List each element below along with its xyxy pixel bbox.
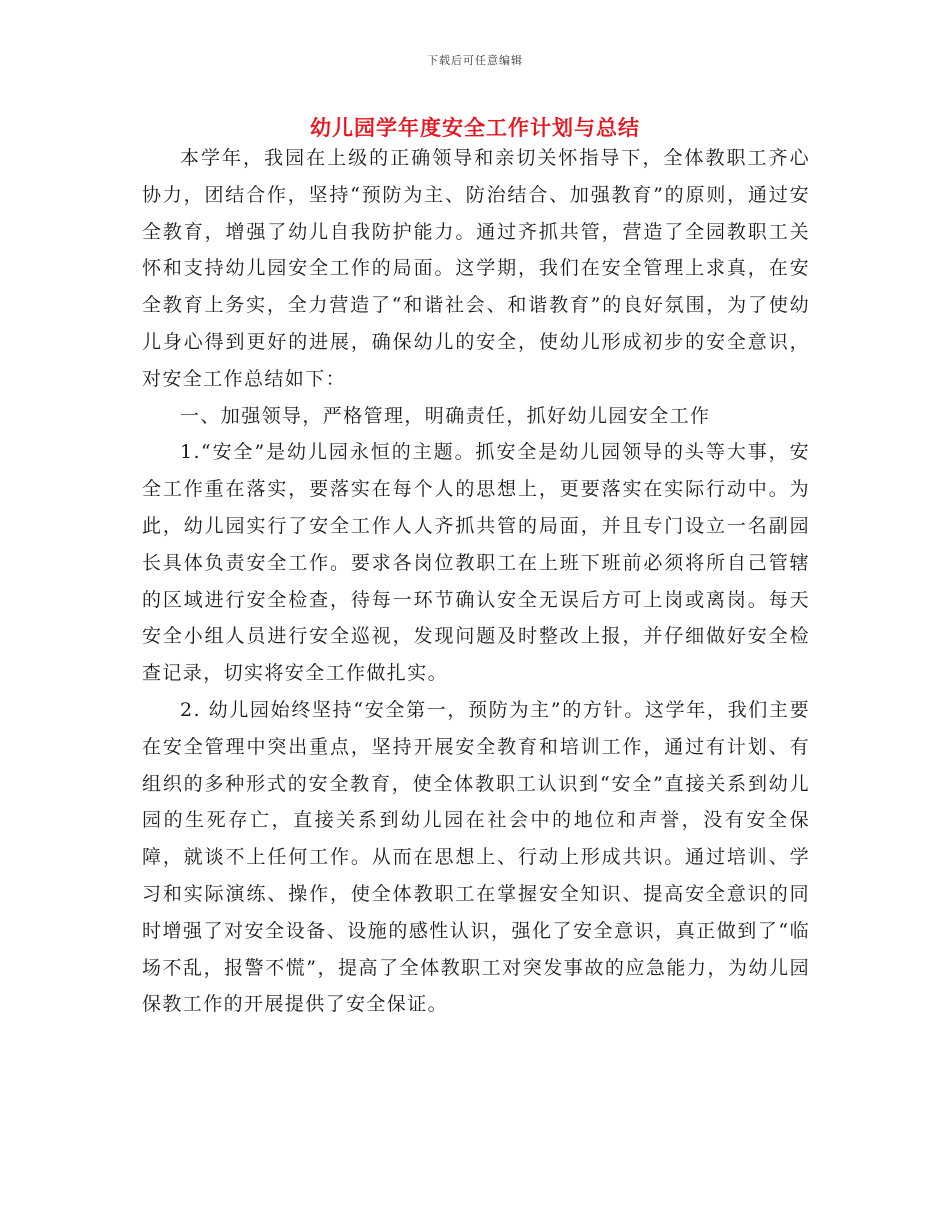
document-title: 幼儿园学年度安全工作计划与总结 [310, 115, 640, 140]
paragraph-point-2: 2. 幼儿园始终坚持“安全第一，预防为主”的方针。这学年，我们主要在安全管理中突出重点，坚持开展安全教育和培训工作，通过有计划、有组织的多种形式的安全教育，使全体教职工认识到“安全”直接关系到幼儿园的生死存亡，直接关系到幼儿园在社会中的地位和声誉，没有安全保障，就谈不上任何工作。从而在思想上、行动上形成共识。通过培训、学习和实际演练、操作，使全体教职工在掌握安全知识、提高安全意识的同时增强了对安全设备、设施的感性认识，强化了安全意识，真正做到了“临场不乱，报警不慌”，提高了全体教职工对突发事故的应急能力，为幼儿园保教工作的开展提供了安全保证。 [142, 698, 810, 1016]
paragraph-intro: 本学年，我园在上级的正确领导和亲切关怀指导下，全体教职工齐心协力，团结合作，坚持“预防为主、防治结合、加强教育”的原则，通过安全教育，增强了幼儿自我防护能力。通过齐抓共管，营造了全园教职工关怀和支持幼儿园安全工作的局面。这学期，我们在安全管理上求真，在安全教育上务实，全力营造了“和谐社会、和谐教育”的良好氛围，为了使幼儿身心得到更好的进展，确保幼儿的安全，使幼儿形成初步的安全意识，对安全工作总结如下： [142, 147, 810, 390]
paragraph-point-1: 1.“安全”是幼儿园永恒的主题。抓安全是幼儿园领导的头等大事，安全工作重在落实，要落实在每个人的思想上，更要落实在实际行动中。为此，幼儿园实行了安全工作人人齐抓共管的局面，并且专门设立一名副园长具体负责安全工作。要求各岗位教职工在上班下班前必须将所自己管辖的区域进行安全检查，待每一环节确认安全无误后方可上岗或离岗。每天安全小组人员进行安全巡视，发现问题及时整改上报，并仔细做好安全检查记录，切实将安全工作做扎实。 [142, 441, 810, 685]
document-body [142, 140, 810, 1023]
section-heading-1: 一、加强领导，严格管理，明确责任，抓好幼儿园安全工作 [180, 404, 711, 427]
header-note: 下载后可任意编辑 [427, 54, 523, 67]
